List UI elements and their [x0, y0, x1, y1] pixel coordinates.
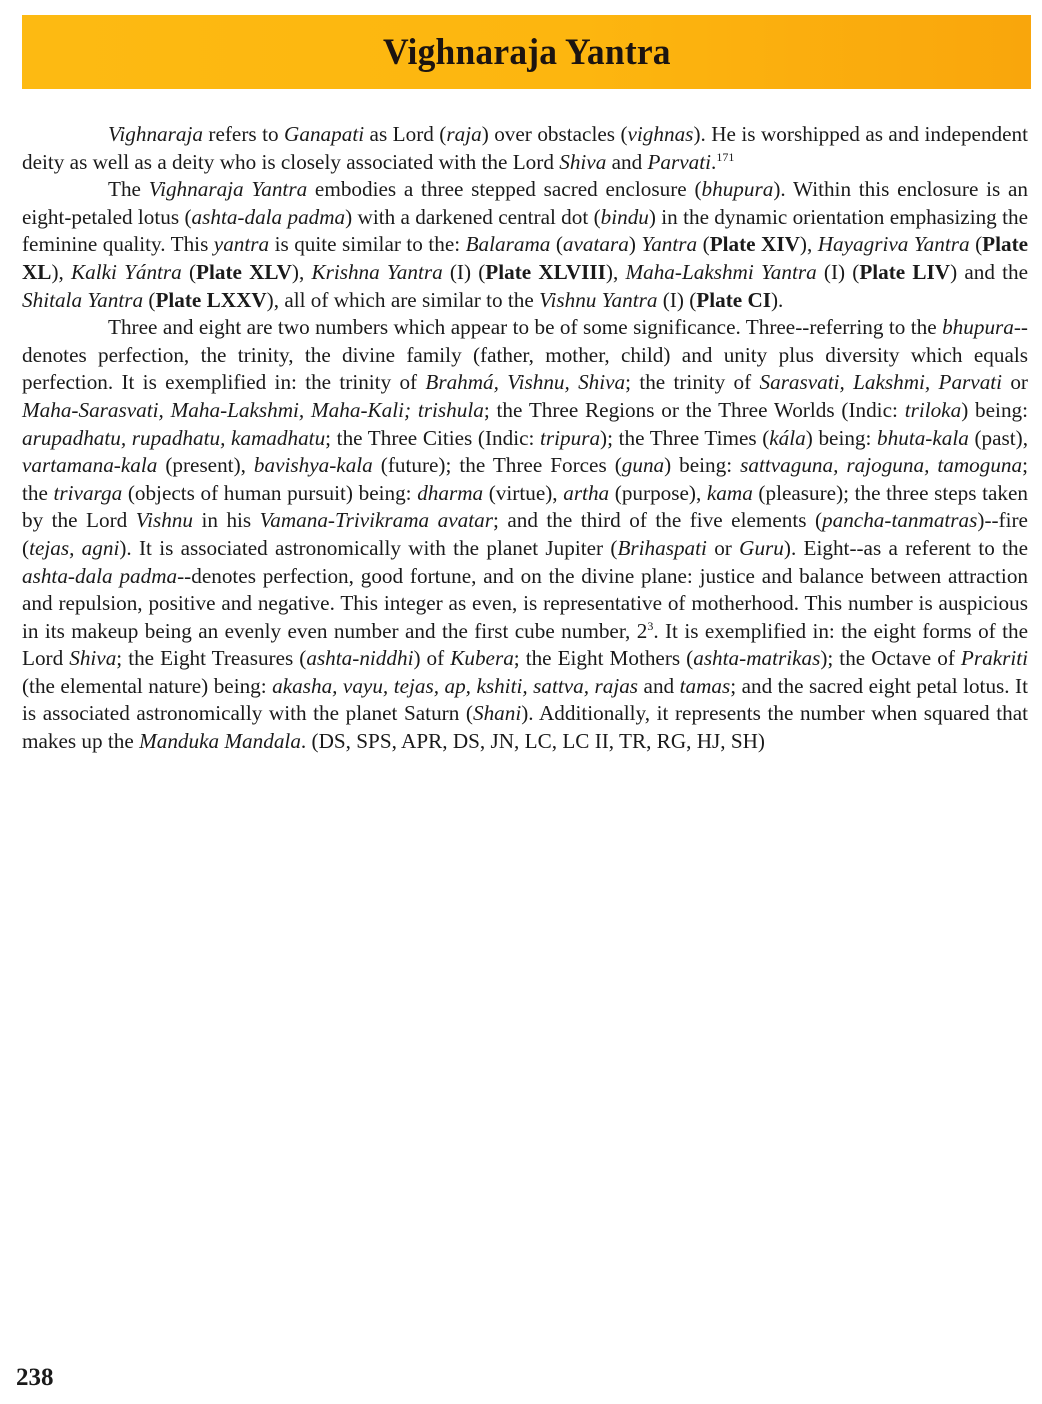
italic-term: guna: [621, 453, 665, 478]
italic-term: Kalki Yántra: [70, 259, 182, 284]
italic-term: Shiva: [69, 646, 117, 671]
italic-term: Guru: [739, 535, 784, 560]
italic-term: bhupura: [701, 177, 774, 202]
text-run: (: [550, 232, 563, 257]
text-run: (: [969, 232, 983, 257]
text-run: ; and the third of the five elements (: [492, 508, 823, 533]
plate-reference: Plate XLV: [196, 259, 292, 284]
italic-term: Kubera: [450, 646, 514, 671]
text-run: ). Additionally, it represents the number when squared that makes up the: [22, 701, 1029, 754]
italic-term: Parvati: [647, 149, 712, 174]
text-run: or: [706, 535, 740, 560]
italic-term: ashta-niddhi: [306, 646, 414, 671]
italic-term: pancha-tanmatras: [822, 508, 978, 533]
italic-term: ashta-dala padma: [191, 204, 346, 229]
italic-term: Vighnaraja Yantra: [148, 177, 308, 202]
italic-term: ashta-matrikas: [693, 646, 821, 671]
text-run: --denotes perfection, good fortune, and on the divine plane: justice and balance between attraction and repulsion, positive and negative. This integer as even, is representative of motherhood. This number is auspicious in its makeup being an evenly even number and the first cube number, 2: [22, 563, 1029, 643]
text-run: (purpose),: [609, 480, 707, 505]
plate-reference: Plate LXXV: [155, 287, 267, 312]
superscript: 171: [716, 149, 735, 164]
text-run: (present),: [157, 453, 254, 478]
italic-term: Vishnu: [135, 508, 193, 533]
italic-term: Shitala Yantra: [22, 287, 144, 312]
text-run: ); the Octave of: [820, 646, 961, 671]
paragraph-numerology: [22, 314, 1028, 756]
text-run: ; the Three Regions or the Three Worlds (Indic:: [483, 397, 905, 422]
text-run: (virtue),: [483, 480, 564, 505]
italic-term: bindu: [600, 204, 649, 229]
text-run: ; the Three Cities (Indic:: [325, 425, 540, 450]
text-run: (pleasure); the three steps taken by the Lord: [22, 480, 1028, 533]
text-run: ; the: [22, 453, 1029, 505]
text-run: ). Eight--as a referent to the: [783, 535, 1029, 560]
text-run: ) in the dynamic orientation emphasizing the feminine quality. This: [22, 204, 1028, 257]
title-banner: [22, 15, 1031, 89]
italic-term: dharma: [417, 480, 484, 505]
italic-term: vartamana-kala: [22, 453, 158, 478]
text-run: The: [108, 177, 149, 202]
text-run: . It is exemplified in: the eight forms of the Lord: [22, 618, 1028, 671]
text-run: ); the Three Times (: [600, 425, 770, 450]
text-run: ) and the: [950, 259, 1028, 284]
text-run: ) of: [413, 646, 451, 671]
text-run: is quite similar to the:: [269, 232, 466, 257]
italic-term: avatara: [562, 232, 629, 257]
paragraph-intro: [22, 121, 1028, 176]
text-run: and: [638, 673, 680, 698]
text-run: ; the Eight Mothers (: [513, 646, 694, 671]
italic-term: ashta-dala padma: [22, 563, 178, 588]
text-run: in his: [193, 508, 260, 533]
italic-term: Brahmá, Vishnu, Shiva: [425, 370, 626, 395]
text-run: ).: [771, 287, 784, 312]
text-run: embodies a three stepped sacred enclosure (: [307, 177, 702, 202]
text-run: ) over obstacles (: [481, 122, 628, 146]
italic-term: bavishya-kala: [253, 453, 373, 478]
paragraph-yantra-description: [22, 176, 1028, 314]
italic-term: bhupura: [942, 315, 1014, 340]
italic-term: tejas, agni: [29, 535, 120, 560]
text-run: (future); the Three Forces (: [372, 453, 622, 478]
italic-term: kama: [706, 480, 753, 505]
italic-term: sattvaguna, rajoguna, tamoguna: [740, 453, 1023, 478]
italic-term: Vighnaraja: [108, 122, 203, 146]
text-run: (: [181, 259, 197, 284]
text-run: ) being:: [664, 453, 741, 478]
plate-reference: Plate XIV: [709, 232, 800, 257]
italic-term: yantra: [213, 232, 270, 257]
text-run: ) being:: [961, 397, 1029, 422]
italic-term: Manduka Mandala: [139, 729, 301, 754]
plate-reference: Plate CI: [696, 287, 771, 312]
italic-term: bhuta-kala: [877, 425, 969, 450]
text-run: ),: [799, 232, 818, 257]
text-run: (: [143, 287, 156, 312]
italic-term: Brihaspati: [617, 535, 707, 560]
italic-term: vighnas: [627, 122, 694, 146]
italic-term: akasha, vayu, tejas, ap, kshiti, sattva, rajas: [272, 673, 639, 698]
text-run: (I) (: [657, 287, 697, 312]
text-run: ; the trinity of: [625, 370, 760, 395]
text-run: refers to: [202, 122, 285, 146]
text-run: (: [697, 232, 710, 257]
italic-term: Yantra: [641, 232, 698, 257]
text-run: ),: [605, 259, 626, 284]
page-title: Vighnaraja Yantra: [382, 31, 671, 73]
italic-term: Vishnu Yantra: [539, 287, 658, 312]
text-run: .: [711, 149, 717, 174]
text-run: ),: [51, 259, 71, 284]
text-run: ; the Eight Treasures (: [116, 646, 307, 671]
italic-term: tripura: [540, 425, 601, 450]
italic-term: Shani: [472, 701, 522, 726]
text-run: as Lord (: [364, 122, 447, 146]
italic-term: Vamana-Trivikrama avatar: [259, 508, 493, 533]
text-run: ). Within this enclosure is an eight-petaled lotus (: [22, 177, 1028, 229]
italic-term: raja: [446, 122, 482, 146]
italic-term: triloka: [904, 397, 962, 422]
text-run: )--fire (: [22, 508, 1028, 560]
text-run: (I) (: [816, 259, 860, 284]
italic-term: trivarga: [53, 480, 123, 505]
text-run: (the elemental nature) being:: [22, 673, 273, 698]
plate-reference: Plate XLVIII: [485, 259, 606, 284]
italic-term: Sarasvati, Lakshmi, Parvati: [759, 370, 1003, 395]
text-run: (past),: [968, 425, 1028, 450]
italic-term: Balarama: [465, 232, 551, 257]
italic-term: artha: [563, 480, 610, 505]
text-run: or: [1002, 370, 1028, 395]
italic-term: Hayagriva Yantra: [817, 232, 970, 257]
italic-term: Maha-Lakshmi Yantra: [625, 259, 817, 284]
italic-term: Ganapati: [284, 122, 365, 146]
text-run: ),: [291, 259, 312, 284]
text-run: ). It is associated astronomically with the planet Jupiter (: [119, 535, 618, 560]
italic-term: Maha-Sarasvati, Maha-Lakshmi, Maha-Kali; trishula: [22, 397, 484, 422]
text-run: ) being:: [805, 425, 878, 450]
text-run: ), all of which are similar to the: [266, 287, 540, 312]
italic-term: arupadhatu, rupadhatu, kamadhatu: [22, 425, 326, 450]
italic-term: Shiva: [559, 149, 607, 174]
text-run: ): [628, 232, 642, 257]
italic-term: tamas: [679, 673, 731, 698]
text-run: ). He is worshipped as and independent deity as well as a deity who is closely associated with the Lord: [22, 122, 1029, 174]
text-run: (objects of human pursuit) being:: [122, 480, 418, 505]
plate-reference: Plate LIV: [859, 259, 951, 284]
italic-term: Krishna Yantra: [311, 259, 443, 284]
page-number: 238: [16, 1364, 54, 1391]
superscript: 3: [647, 618, 654, 633]
text-run: ; and the sacred eight petal lotus. It is associated astronomically with the planet Saturn (: [22, 673, 1028, 726]
italic-term: kála: [769, 425, 806, 450]
plate-reference: Plate XL: [22, 232, 1029, 284]
text-run: . (DS, SPS, APR, DS, JN, LC, LC II, TR, RG, HJ, SH): [300, 729, 765, 754]
italic-term: Prakriti: [960, 646, 1028, 671]
text-run: ) with a darkened central dot (: [345, 204, 601, 229]
text-run: (I) (: [442, 259, 486, 284]
text-run: and: [606, 149, 648, 174]
text-run: --denotes perfection, the trinity, the divine family (father, mother, child) and unity plus diversity which equals perfection. It is exemplified in: the trinity of: [22, 315, 1028, 395]
body-text: [22, 121, 1028, 756]
text-run: Three and eight are two numbers which appear to be of some significance. Three--referring to the: [108, 315, 943, 340]
